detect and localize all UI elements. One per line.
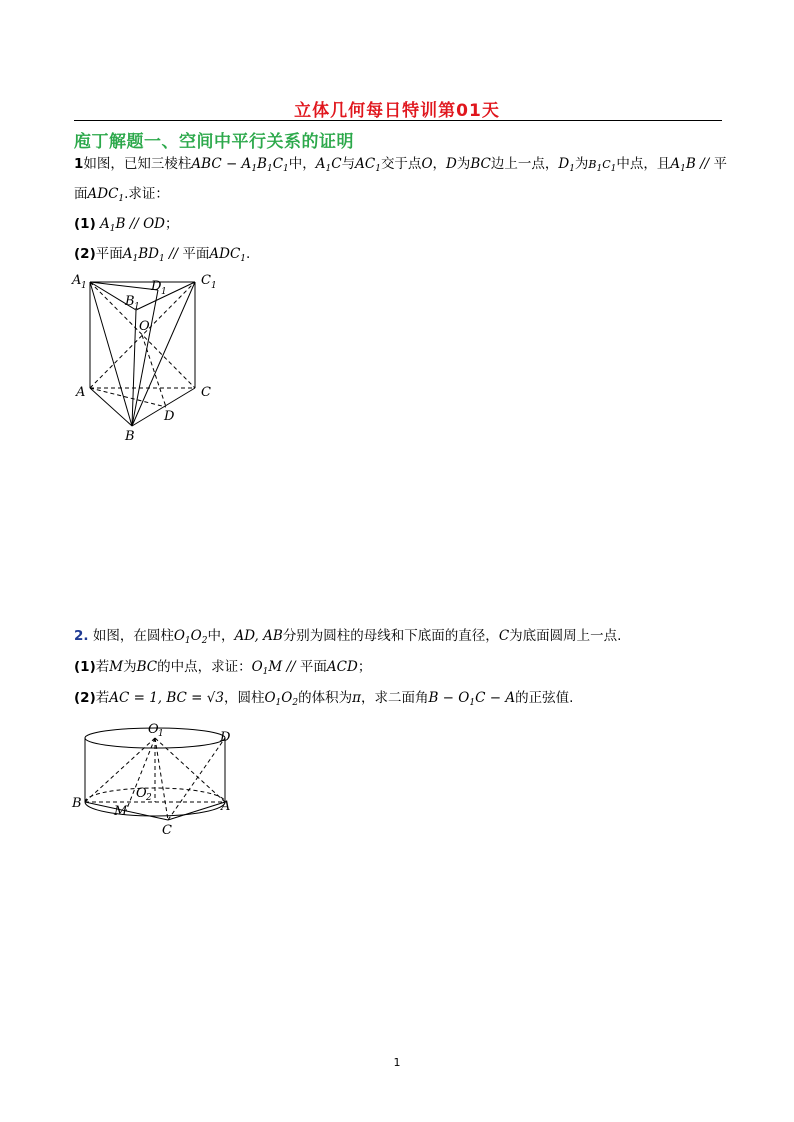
label-O: O bbox=[139, 319, 150, 334]
label-D: D bbox=[164, 409, 175, 424]
label-B: B bbox=[72, 796, 82, 811]
label-A: A bbox=[221, 799, 231, 814]
label-B1: B bbox=[125, 294, 135, 309]
label-M: M bbox=[114, 804, 128, 819]
svg-text:1: 1 bbox=[134, 302, 140, 312]
math-prism: ABC − $A_1B_1C_1$ bbox=[191, 156, 289, 174]
label-A: A bbox=[76, 385, 86, 400]
problem-1-line-2: 面$ADC_1$.求证： bbox=[74, 186, 169, 204]
label-B: B bbox=[125, 429, 135, 444]
label-D1: D bbox=[151, 279, 162, 294]
label-O1: O bbox=[148, 722, 159, 737]
svg-text:1: 1 bbox=[161, 287, 167, 297]
section-heading: 庖丁解题一、空间中平行关系的证明 bbox=[74, 132, 354, 152]
page-title: 立体几何每日特训第01天 bbox=[294, 101, 500, 121]
problem-2-number: 2. bbox=[74, 628, 89, 644]
svg-text:1: 1 bbox=[211, 281, 217, 291]
problem-1-number: 1 bbox=[74, 156, 84, 172]
problem-1-line-1: 1如图，已知三棱柱ABC − $A_1B_1C_1$中，$A_1C$与$AC_1$交于点O，D为BC边上一点，$D_1$为$B_1C_1$中点，且$A_1B$ // 平 bbox=[74, 156, 727, 174]
label-A1: A bbox=[72, 273, 82, 288]
figure-1-prism bbox=[70, 268, 230, 444]
label-O2: O bbox=[136, 786, 147, 801]
svg-text:2: 2 bbox=[146, 793, 152, 803]
problem-1-part-1: (1) $A_1B$ // OD； bbox=[74, 216, 179, 234]
label-C1: C bbox=[201, 273, 211, 288]
svg-text:1: 1 bbox=[158, 729, 164, 739]
problem-2-part-2: (2)若AC = 1, BC = √3，圆柱$O_1O_2$的体积为π，求二面角$B - O_1C - A$的正弦值. bbox=[74, 690, 574, 708]
label-C: C bbox=[201, 385, 211, 400]
label-D: D bbox=[220, 730, 231, 745]
header-rule bbox=[74, 120, 722, 121]
problem-2-line-1: 2. 如图，在圆柱$O_1O_2$中，AD, AB分别为圆柱的母线和下底面的直径，C为底面圆周上一点. bbox=[74, 628, 622, 646]
label-C: C bbox=[162, 823, 172, 838]
page-number: 1 bbox=[393, 1056, 401, 1069]
problem-2-part-1: (1)若M为BC的中点，求证：$O_1M$ // 平面ACD； bbox=[74, 659, 372, 677]
svg-text:1: 1 bbox=[81, 281, 87, 291]
figure-2-cylinder bbox=[70, 718, 240, 838]
problem-1-part-2: (2)平面$A_1BD_1$ // 平面$ADC_1$. bbox=[74, 246, 251, 264]
